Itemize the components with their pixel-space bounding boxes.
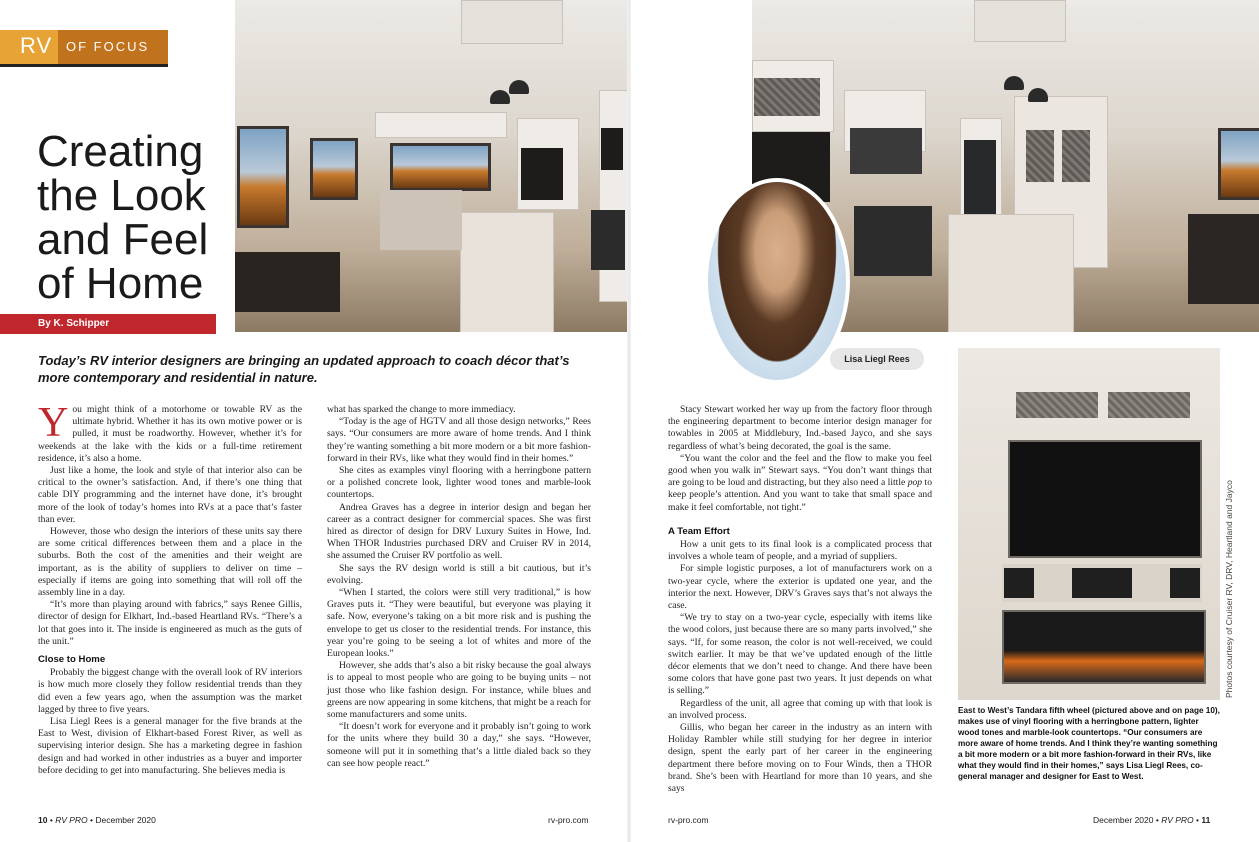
text-column-3 — [668, 404, 932, 795]
paragraph: “You want the color and the feel and the flow to make you feel good when you walk in” Stewart says. “You don’t want things that are going to be loud and distracting, but they also need a little pop to keep people’s attention. And you want to take that small space and make it feel comfortable, not tight.” — [668, 452, 932, 513]
paragraph: Andrea Graves has a degree in interior design and began her career as a contract designer for commercial spaces. She was first hired as director of design for DRV Luxury Suites in Howe, Ind. When THOR Industries purchased DRV and Cruiser RV in 2014, she assumed the Cruiser RV portfolio as well. — [327, 501, 591, 562]
paragraph: How a unit gets to its final look is a complicated process that involves a whole team of people, and a myriad of suppliers. — [668, 539, 932, 563]
section-tag-rv: RV — [20, 33, 53, 58]
footer-left: 10 • RV PRO • December 2020 — [38, 815, 156, 825]
text-column-1 — [38, 400, 302, 777]
photo-caption: East to West’s Tandara fifth wheel (pictured above and on page 10), makes use of vinyl flooring with a herringbone pattern, lighter wood tones and marble-look countertops. “Our consumers are more aware of home trends. And I think they’re wanting something a bit more modern or a bit more fashion-forward in their RVs, like what they would find in their homes,” says Lisa Liegl Rees, co-general manager and designer for East to West. — [958, 706, 1220, 781]
paragraph: “When I started, the colors were still very traditional,” is how Graves puts it. “They were beautiful, but everyone was playing it safe. Now, everyone’s taking on a bit more risk and is pushing the envelope to get us closer to the residential trends. For instance, this year you’re going to be seeing a lot of whites and more of the European looks.” — [327, 587, 591, 660]
footer-url-right: rv-pro.com — [668, 815, 709, 825]
paragraph: However, those who design the interiors of these units say there are some critical differences between them and a place in the suburbs. Both the cost of the amenities and their weight are important, as is the ability of suppliers to deliver on time – especially if items are going into something that will roll off the assembly line in a day. — [38, 526, 302, 599]
paragraph: She says the RV design world is still a bit cautious, but it’s evolving. — [327, 562, 591, 586]
paragraph: Regardless of the unit, all agree that coming up with that look is an involved process. — [668, 697, 932, 721]
title-line: Creating — [37, 127, 204, 176]
drop-cap: Y — [38, 400, 69, 446]
page-number: 10 — [38, 815, 48, 825]
subhead: A Team Effort — [668, 525, 730, 537]
paragraph: Just like a home, the look and style of that interior also can be critical to the owner’s satisfaction. And, if there’s one thing that cable DIY programming and the internet have done, it’s brought more of the look of today’s homes into RVs at a pace that’s faster than ever. — [38, 465, 302, 525]
subhead: Close to Home — [38, 654, 106, 666]
photo-credit: Photos courtesy of Cruiser RV, DRV, Heartland and Jayco — [1224, 480, 1234, 698]
paragraph: “We try to stay on a two-year cycle, especially with items like the wood colors, just because there are so many parts involved,” she says. “If, for some reason, the color is not well-received, we could switch earlier. It may be that we’ve updated enough of the little décor elements that we don’t need to change. And there have been some colors that have gone past two years. It just depends on what is selling.” — [668, 612, 932, 697]
paragraph: You might think of a motorhome or towable RV as the ultimate hybrid. Whether it has its own motive power or is pulled, it must be roadworthy. However, whether it’s for weekends at the lake with the kids or a full-time retirement residence, it’s also a home. — [38, 400, 302, 464]
paragraph: Probably the biggest change with the overall look of RV interiors is how much more closely they follow residential trends than they did even a few years ago, when the assumption was the market lagged by three to five years. — [38, 667, 302, 715]
magazine-name: RV PRO — [55, 815, 88, 825]
paragraph: For simple logistic purposes, a lot of manufacturers work on a two-year cycle, where the exterior is updated one year, and the interior the next. However, DRV’s Graves says that’s not always the case. — [668, 563, 932, 612]
paragraph: However, she adds that’s also a bit risky because the goal always is to appeal to most people who are going to be buying units – not just those who like fashion design. For instance, while blues and greens are now appearing in some kitchens, that might be a reach for some manufacturers and some units. — [327, 660, 591, 721]
portrait-caption: Lisa Liegl Rees — [830, 348, 924, 370]
article-title — [37, 127, 227, 308]
issue-date: December 2020 — [95, 815, 156, 825]
paragraph: Lisa Liegl Rees is a general manager for the five brands at the East to West, division of Elkhart-based Forest River, as well as supervising interior design. She has a marketing degree in fashion design and had worked in other industries as a buyer and importer before deciding to get into manufacturing. She believes media is — [38, 716, 302, 776]
title-line: of Home — [37, 259, 204, 308]
article-deck: Today’s RV interior designers are bringing an updated approach to coach décor that’s more contemporary and residential in nature. — [38, 353, 570, 385]
title-line: and Feel — [37, 215, 209, 264]
paragraph: “Today is the age of HGTV and all those design networks,” Rees says. “Our consumers are more aware of home trends. And I think they’re wanting something a bit more modern or a bit more fashion-forward in their RVs, like what they would find in their homes.” — [327, 416, 591, 464]
paragraph: what has sparked the change to more immediacy. — [327, 404, 516, 415]
paragraph: Stacy Stewart worked her way up from the factory floor through the engineering department to become interior design manager for towables in 2005 at Middlebury, Ind.-based Jayco, and she says regardless of what’s being decorated, the goal is the same. — [668, 404, 932, 452]
page-gutter — [627, 0, 631, 842]
section-tag-focus: OF FOCUS — [58, 30, 168, 64]
paragraph: She cites as examples vinyl flooring with a herringbone pattern or a polished concrete look, lighter wood tones and marble-look countertops. — [327, 465, 591, 501]
paragraph: “It’s more than playing around with fabrics,” says Renee Gillis, director of design for Elkhart, Ind.-based Heartland RVs. “There’s a lot that goes into it. The inside is engineered as much as the guts of the unit.” — [38, 599, 302, 647]
footer-right: December 2020 • RV PRO • 11 — [1093, 815, 1211, 825]
paragraph: Gillis, who began her career in the industry as an intern with Holiday Rambler while still studying for her degree in interior design, spent the early part of her career in the engineering department there before moving on to Four Winds, then a THOR brand. She’s been with Heartland for more than 10 years, and she says — [668, 722, 932, 795]
interior-photo-left — [235, 0, 627, 332]
page-number: 11 — [1201, 815, 1211, 825]
section-tag — [0, 30, 168, 67]
title-line: the Look — [37, 171, 206, 220]
text-column-2 — [327, 404, 591, 770]
byline: By K. Schipper — [0, 314, 216, 334]
issue-date: December 2020 — [1093, 815, 1154, 825]
portrait-photo — [704, 178, 850, 384]
footer-url-left: rv-pro.com — [548, 815, 589, 825]
paragraph: “It doesn’t work for everyone and it probably isn’t going to work for the units where they build 30 a day,” she says. “However, someone will put it in something that’s a little dialed back so they can see how people react.” — [327, 721, 591, 769]
magazine-name: RV PRO — [1161, 815, 1194, 825]
entertainment-center-photo — [958, 348, 1220, 700]
